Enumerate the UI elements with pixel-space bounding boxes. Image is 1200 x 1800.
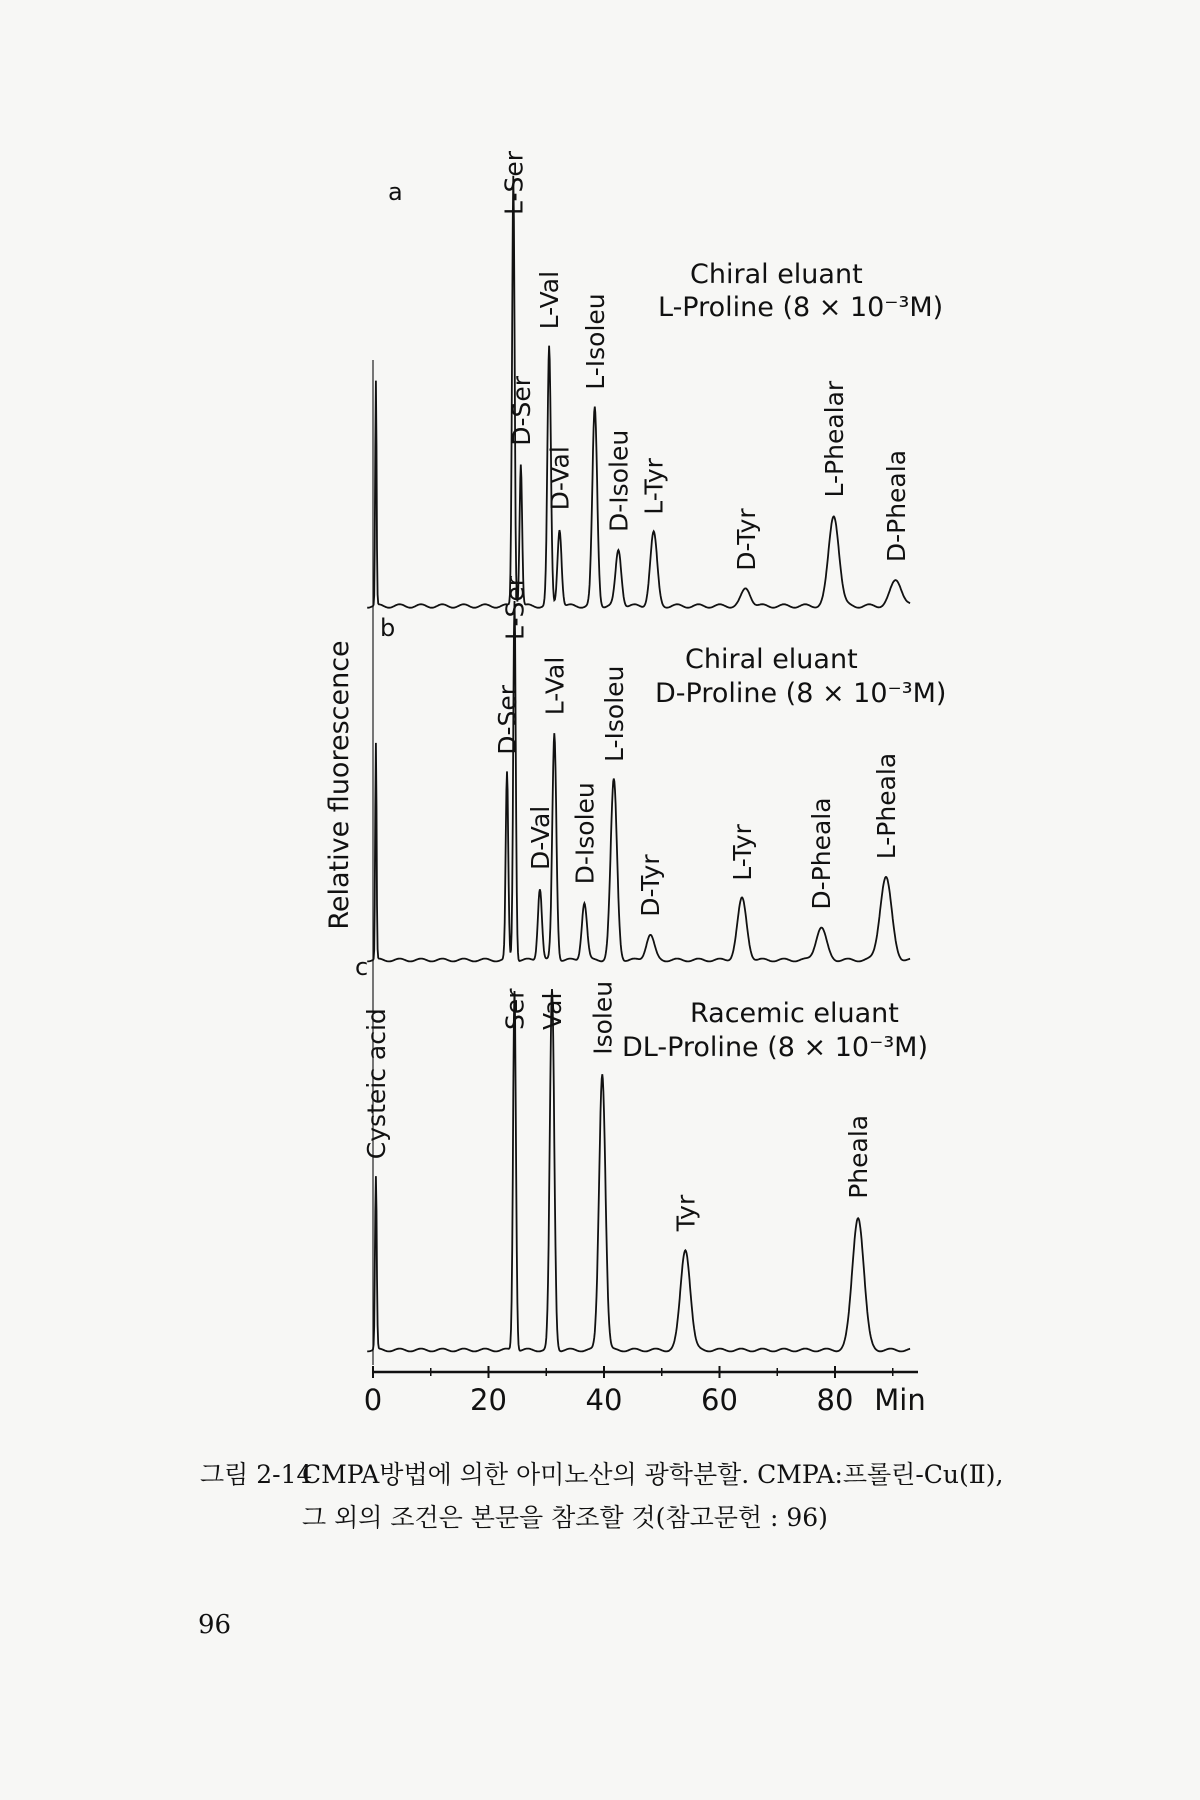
peak-label-b-5: D-Isoleu — [570, 782, 600, 885]
peak-label-b-9: D-Pheala — [807, 797, 837, 910]
peak-label-a-10: D-Pheala — [882, 449, 912, 563]
panel-label-a: a — [388, 178, 403, 206]
x-tick-label-4: 80 — [816, 1383, 854, 1417]
peak-label-b-4: L-Val — [540, 656, 570, 716]
caption-text-2: 그 외의 조건은 본문을 참조할 것(참고문헌 : 96) — [302, 1503, 828, 1532]
peak-label-b-8: L-Tyr — [728, 824, 758, 881]
x-tick-label-0: 0 — [363, 1383, 383, 1417]
peak-label-c-2: Val — [538, 992, 568, 1030]
peak-label-b-3: D-Val — [525, 805, 555, 870]
peak-label-b-2: L-Ser — [500, 575, 530, 640]
peak-label-b-10: L-Pheala — [871, 752, 901, 860]
peak-label-c-4: Tyr — [671, 1194, 701, 1232]
page-number: 96 — [198, 1610, 232, 1640]
peak-label-b-1: D-Ser — [492, 684, 522, 755]
eluant-label-b: Chiral eluant — [685, 644, 858, 675]
peak-label-a-7: L-Tyr — [639, 458, 669, 515]
x-tick-label-3: 60 — [701, 1383, 738, 1417]
peak-label-a-9: L-Phealar — [819, 380, 849, 498]
figure-label: 그림 2-14 — [200, 1460, 313, 1489]
eluant-label-a: Chiral eluant — [690, 259, 863, 290]
x-axis-unit-label: Min — [874, 1383, 926, 1417]
peak-label-c-1: Ser — [500, 988, 530, 1030]
eluant-detail-c: DL-Proline (8 × 10⁻³M) — [622, 1032, 929, 1063]
panel-label-b: b — [380, 614, 396, 642]
peak-label-a-6: D-Isoleu — [604, 429, 634, 532]
peak-label-a-2: D-Ser — [506, 375, 536, 446]
peak-label-b-6: L-Isoleu — [599, 665, 629, 762]
peak-label-a-3: L-Val — [535, 270, 565, 330]
peak-label-a-4: D-Val — [545, 446, 575, 511]
eluant-label-c: Racemic eluant — [690, 998, 899, 1029]
peak-label-a-5: L-Isoleu — [580, 293, 610, 390]
peak-label-c-5: Pheala — [844, 1114, 874, 1199]
peak-label-b-7: D-Tyr — [636, 854, 666, 917]
peak-label-c-3: Isoleu — [588, 980, 618, 1055]
panel-label-c: c — [355, 953, 369, 981]
eluant-detail-a: L-Proline (8 × 10⁻³M) — [658, 292, 944, 323]
peak-label-c-0: Cysteic acid — [361, 1008, 391, 1160]
peak-label-a-8: D-Tyr — [732, 508, 762, 571]
x-tick-label-1: 20 — [470, 1383, 507, 1417]
peak-label-a-1: L-Ser — [499, 150, 529, 215]
eluant-detail-b: D-Proline (8 × 10⁻³M) — [655, 678, 947, 709]
x-tick-label-2: 40 — [585, 1383, 623, 1417]
y-axis-label: Relative fluorescence — [324, 640, 355, 930]
caption-text-1: CMPA방법에 의한 아미노산의 광학분할. CMPA:프롤린-Cu(Ⅱ), — [302, 1460, 1004, 1489]
